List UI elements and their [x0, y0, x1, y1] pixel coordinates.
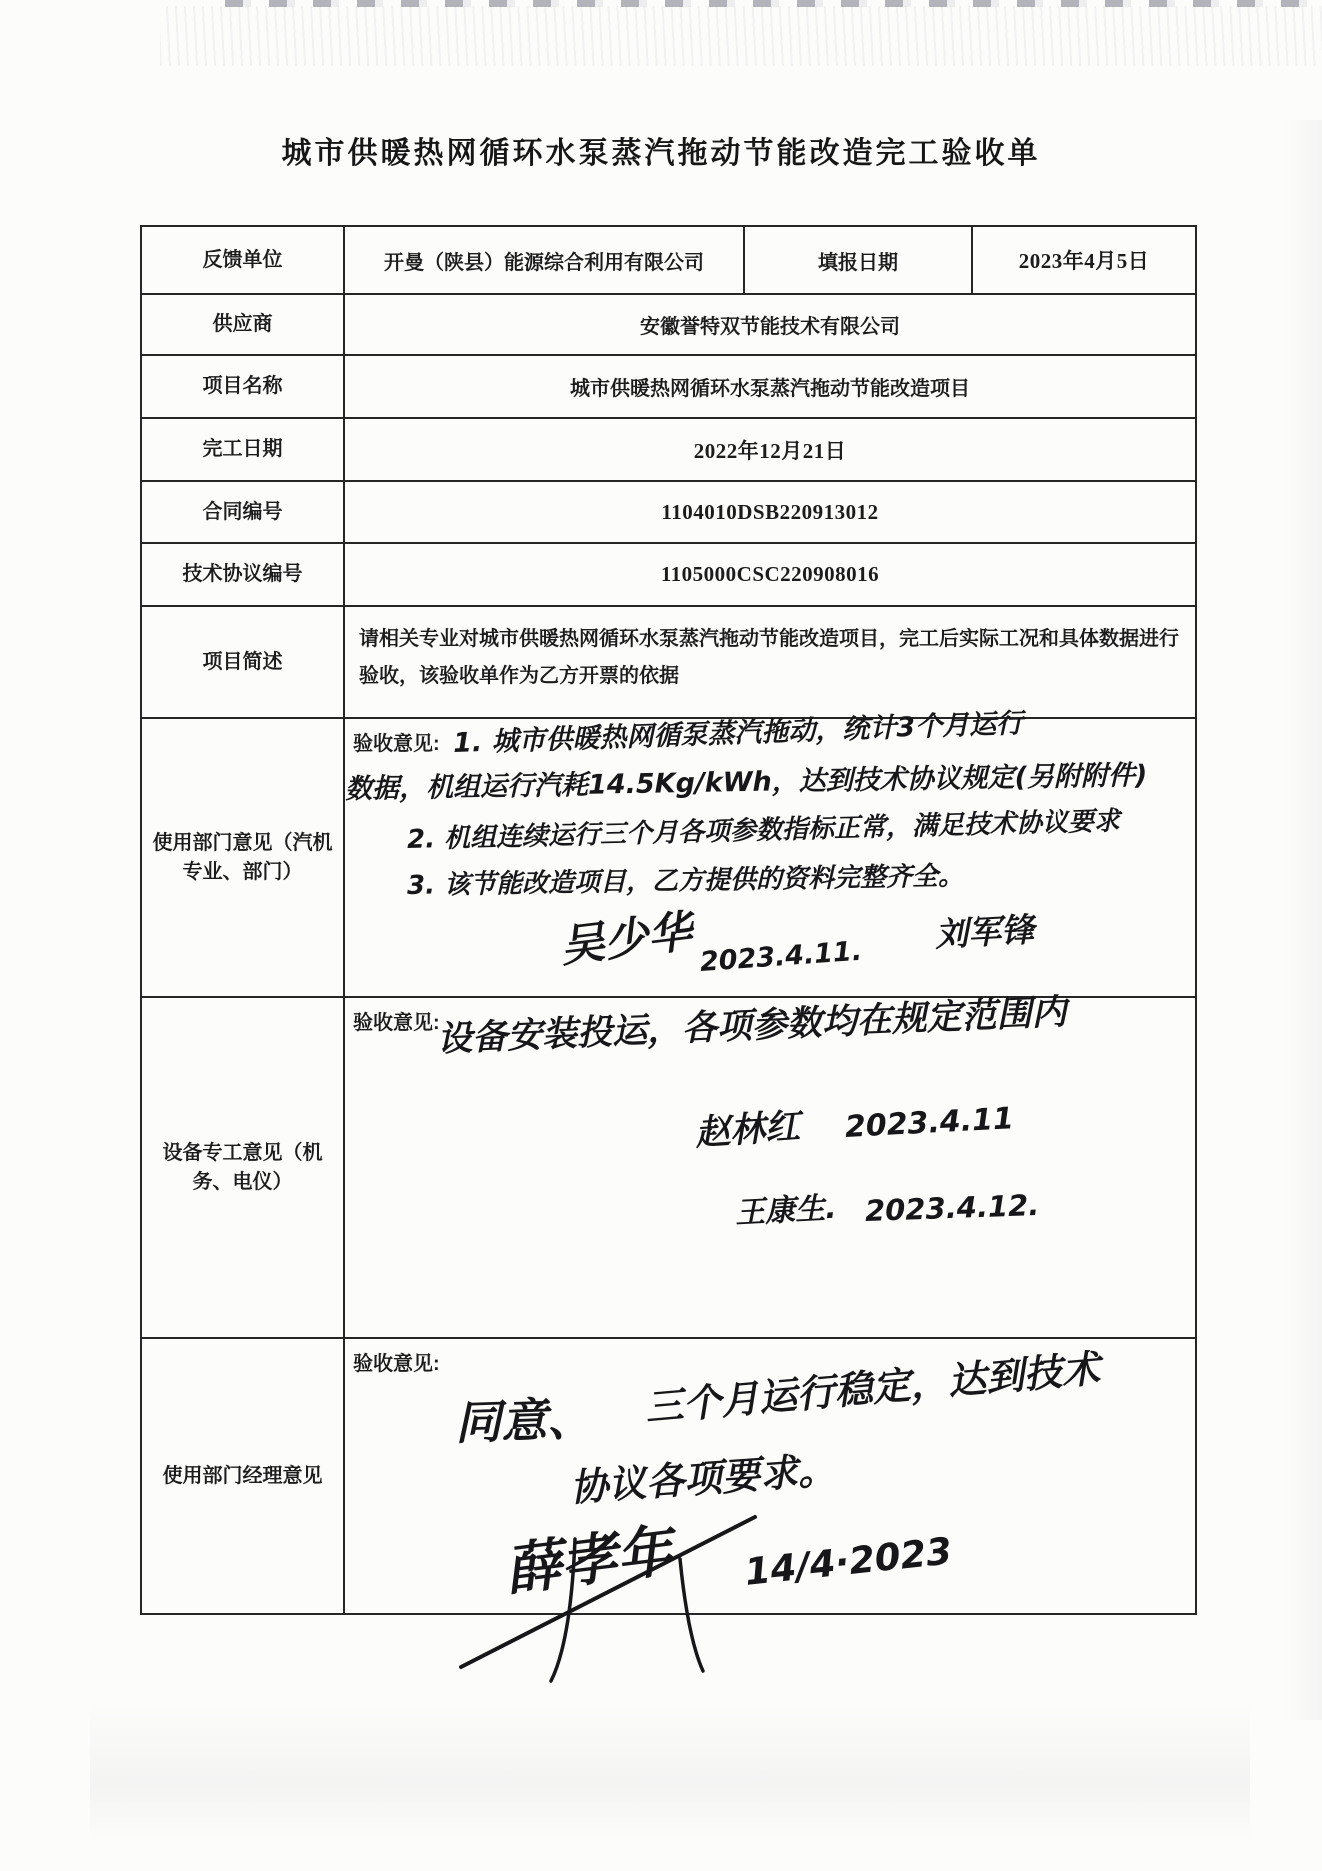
handwritten-line: 1. 城市供暖热网循泵蒸汽拖动，统计3个月运行	[452, 708, 1024, 759]
contract-no-label: 合同编号	[142, 482, 345, 542]
signature: 薛孝年	[501, 1518, 677, 1604]
table-row	[142, 295, 1195, 356]
signature: 吴少华	[557, 906, 695, 973]
acceptance-opinion-caption: 验收意见:	[353, 1012, 440, 1034]
scan-right-shadow	[1282, 120, 1322, 1720]
tech-agreement-no-label: 技术协议编号	[142, 544, 345, 605]
user-dept-opinion-label: 使用部门意见（汽机专业、部门）	[142, 719, 345, 996]
project-brief-label: 项目简述	[142, 607, 345, 717]
acceptance-form-table	[140, 225, 1197, 1615]
supplier-value: 安徽誉特双节能技术有限公司	[640, 316, 900, 338]
supplier-label: 供应商	[142, 295, 345, 354]
scan-bottom-shadow	[90, 1700, 1250, 1840]
handwritten-line: 同意、	[454, 1391, 594, 1450]
signature: 刘军锋	[934, 909, 1035, 954]
table-row	[142, 607, 1195, 719]
equipment-specialist-opinion-cell	[345, 992, 1195, 1337]
table-row	[142, 992, 1195, 1339]
table-row	[142, 356, 1195, 419]
table-row	[142, 544, 1195, 607]
completion-date-value: 2022年12月21日	[693, 438, 847, 463]
completion-date-label: 完工日期	[142, 419, 345, 480]
acceptance-opinion-caption: 验收意见:	[353, 1353, 440, 1375]
feedback-unit-label: 反馈单位	[142, 227, 345, 293]
handwritten-line: 2. 机组连续运行三个月各项参数指标正常，满足技术协议要求	[406, 806, 1121, 855]
table-row	[142, 419, 1195, 482]
scan-speckle	[160, 6, 1322, 66]
handwritten-line: 数据，机组运行汽耗14.5Kg/kWh，达到技术协议规定(另附附件)	[344, 759, 1148, 805]
page-title: 城市供暖热网循环水泵蒸汽拖动节能改造完工验收单	[281, 137, 1041, 170]
equipment-specialist-opinion-label: 设备专工意见（机务、电仪）	[142, 998, 345, 1337]
tech-agreement-no-value: 1105000CSC220908016	[660, 562, 880, 586]
signature-date: 2023.4.11.	[698, 935, 863, 978]
handwritten-line: 协议各项要求。	[568, 1447, 838, 1510]
table-row	[142, 227, 1195, 295]
feedback-unit-value: 开曼（陕县）能源综合利用有限公司	[345, 227, 745, 293]
dept-manager-opinion-cell	[345, 1339, 1195, 1613]
signature: 赵林红	[693, 1106, 802, 1154]
project-name-value: 城市供暖热网循环水泵蒸汽拖动节能改造项目	[570, 378, 970, 400]
dept-manager-opinion-label: 使用部门经理意见	[142, 1339, 345, 1613]
project-brief-value: 请相关专业对城市供暖热网循环水泵蒸汽拖动节能改造项目，完工后实际工况和具体数据进行验收，该验收单作为乙方开票的依据	[359, 628, 1179, 687]
project-name-label: 项目名称	[142, 356, 345, 417]
contract-no-value: 1104010DSB220913012	[661, 499, 879, 524]
signature: 王康生.	[734, 1190, 838, 1231]
signature-date: 2023.4.12.	[864, 1187, 1040, 1228]
acceptance-opinion-caption: 验收意见:	[353, 733, 440, 755]
table-row	[142, 1339, 1195, 1613]
user-dept-opinion-cell	[344, 708, 1195, 996]
table-row	[142, 482, 1195, 544]
handwritten-line: 3. 该节能改造项目，乙方提供的资料完整齐全。	[406, 861, 965, 901]
table-row	[142, 708, 1195, 998]
handwritten-line: 三个月运行稳定，达到技术	[643, 1346, 1102, 1430]
signature-date: 14/4·2023	[742, 1529, 954, 1594]
signature-date: 2023.4.11	[844, 1101, 1015, 1145]
handwritten-line: 设备安装投运，各项参数均在规定范围内	[436, 992, 1068, 1060]
report-date-label: 填报日期	[745, 227, 973, 293]
report-date-value: 2023年4月5日	[1018, 249, 1150, 273]
